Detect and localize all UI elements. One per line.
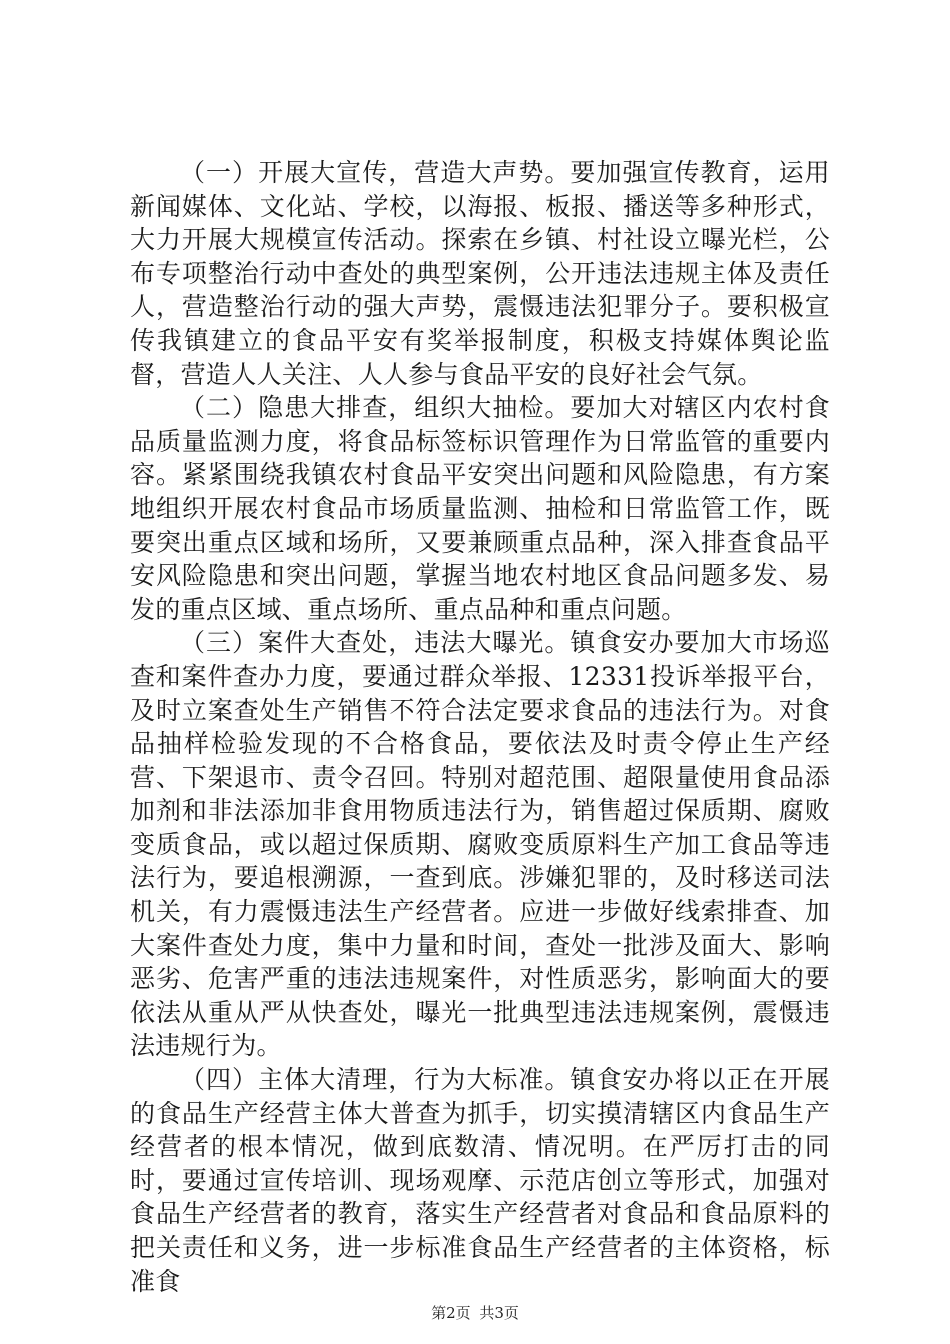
paragraph-3: （三）案件大查处，违法大曝光。镇食安办要加大市场巡查和案件查办力度，要通过群众举报、12331投诉举报平台，及时立案查处生产销售不符合法定要求食品的违法行为。对食品抽样检验发现的不合格食品，要依法及时责令停止生产经营、下架退市、责令召回。特别对超范围、超限量使用食品添加剂和非法添加非食用物质违法行为，销售超过保质期、腐败变质食品，或以超过保质期、腐败变质原料生产加工食品等违法行为，要追根溯源，一查到底。涉嫌犯罪的，及时移送司法机关，有力震慑违法生产经营者。应进一步做好线索排查、加大案件查处力度，集中力量和时间，查处一批涉及面大、影响恶劣、危害严重的违法违规案件，对性质恶劣，影响面大的要依法从重从严从快查处，曝光一批典型违法违规案例，震慑违法违规行为。 [130, 628, 830, 1061]
paragraph-4: （四）主体大清理，行为大标准。镇食安办将以正在开展的食品生产经营主体大普查为抓手，切实摸清辖区内食品生产经营者的根本情况，做到底数清、情况明。在严厉打击的同时，要通过宣传培训、现场观摩、示范店创立等形式，加强对食品生产经营者的教育，落实生产经营者对食品和食品原料的把关责任和义务，进一步标准食品生产经营者的主体资格，标准食 [130, 1065, 830, 1296]
paragraph-2: （二）隐患大排查，组织大抽检。要加大对辖区内农村食品质量监测力度，将食品标签标识管理作为日常监管的重要内容。紧紧围绕我镇农村食品平安突出问题和风险隐患，有方案地组织开展农村食品市场质量监测、抽检和日常监管工作，既要突出重点区域和场所，又要兼顾重点品种，深入排查食品平安风险隐患和突出问题，掌握当地农村地区食品问题多发、易发的重点区域、重点场所、重点品种和重点问题。 [130, 393, 830, 624]
page-number-total: 共3页 [479, 1304, 519, 1322]
document-body [130, 156, 830, 1298]
page-footer [0, 1303, 950, 1323]
page-number-current: 第2页 [431, 1304, 471, 1322]
paragraph-1: （一）开展大宣传，营造大声势。要加强宣传教育，运用新闻媒体、文化站、学校，以海报、板报、播送等多种形式，大力开展大规模宣传活动。探索在乡镇、村社设立曝光栏，公布专项整治行动中查处的典型案例，公开违法违规主体及责任人，营造整治行动的强大声势，震慑违法犯罪分子。要积极宣传我镇建立的食品平安有奖举报制度，积极支持媒体舆论监督，营造人人关注、人人参与食品平安的良好社会气氛。 [130, 158, 830, 389]
